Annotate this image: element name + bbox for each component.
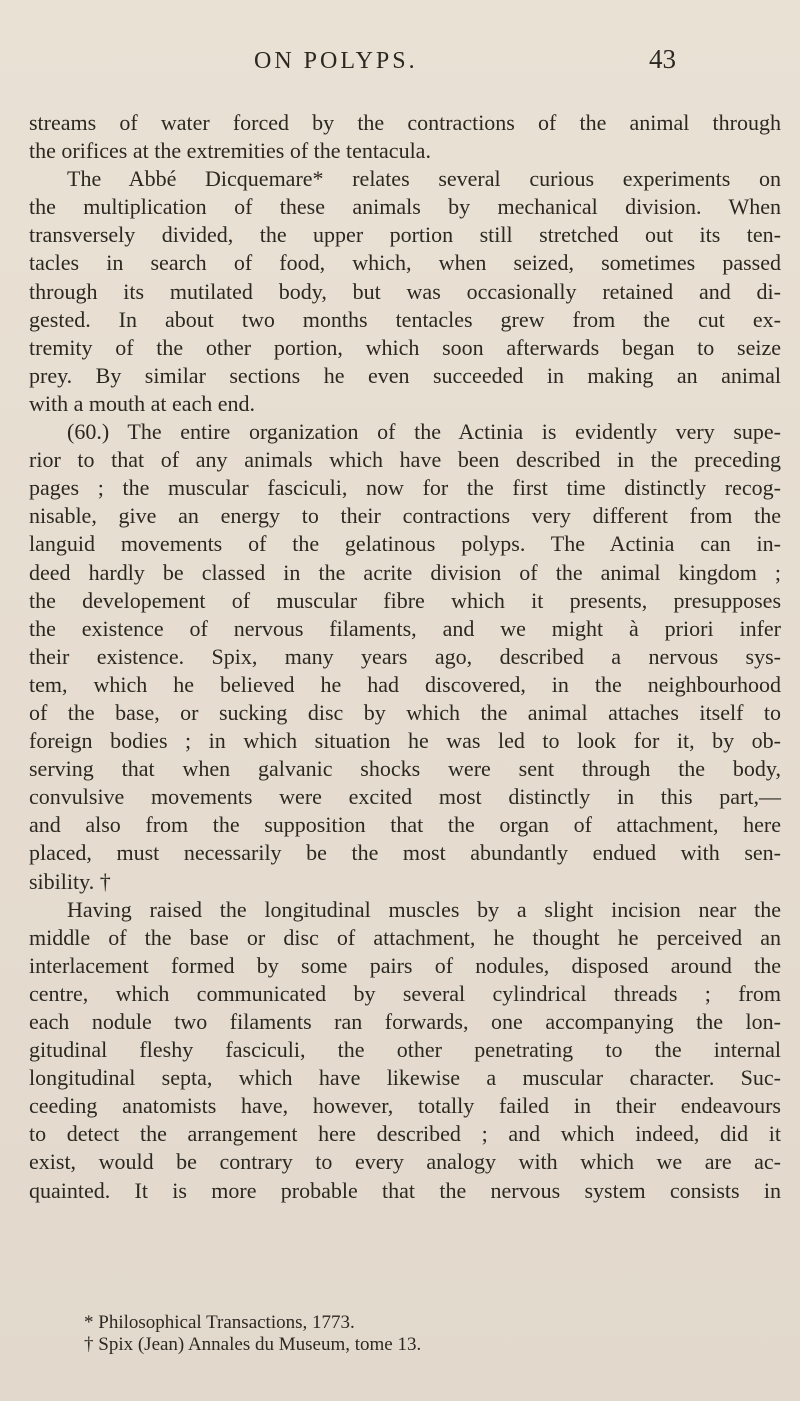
text-line: placed, must necessarily be the most abundantly endued with sen- (29, 840, 781, 866)
text-line: nisable, give an energy to their contractions very different from the (29, 503, 781, 529)
text-line: transversely divided, the upper portion still stretched out its ten- (29, 222, 781, 248)
text-line: foreign bodies ; in which situation he was led to look for it, by ob- (29, 728, 781, 754)
text-line: gitudinal fleshy fasciculi, the other penetrating to the internal (29, 1037, 781, 1063)
text-line: through its mutilated body, but was occasionally retained and di- (29, 278, 781, 304)
text-line: prey. By similar sections he even succeeded in making an animal (29, 362, 781, 388)
text-line: streams of water forced by the contractions of the animal through (29, 110, 781, 135)
text-line: gested. In about two months tentacles grew from the cut ex- (29, 306, 781, 332)
text-line: the existence of nervous filaments, and we might à priori infer (29, 615, 781, 641)
text-line: centre, which communicated by several cylindrical threads ; from (29, 980, 781, 1006)
text-line: the multiplication of these animals by mechanical division. When (29, 194, 781, 220)
text-line: pages ; the muscular fasciculi, now for the first time distinctly recog- (29, 475, 781, 501)
footnote: * Philosophical Transactions, 1773. (84, 1312, 355, 1333)
text-line: exist, would be contrary to every analogy with which we are ac- (29, 1149, 781, 1175)
text-line: deed hardly be classed in the acrite division of the animal kingdom ; (29, 559, 781, 585)
text-line: interlacement formed by some pairs of nodules, disposed around the (29, 952, 781, 978)
running-title: ON POLYPS. (254, 48, 418, 74)
text-line: rior to that of any animals which have been described in the preceding (29, 447, 781, 473)
text-line: sibility. † (29, 868, 111, 894)
text-line: tremity of the other portion, which soon afterwards began to seize (29, 334, 781, 360)
text-line: of the base, or sucking disc by which the animal attaches itself to (29, 699, 781, 725)
text-line: with a mouth at each end. (29, 390, 256, 416)
page-number: 43 (649, 44, 676, 74)
text-line: each nodule two filaments ran forwards, one accompanying the lon- (29, 1009, 781, 1034)
text-line: convulsive movements were excited most distinctly in this part,— (29, 784, 781, 810)
text-line: the orifices at the extremities of the tentacula. (29, 138, 431, 164)
text-line: tem, which he believed he had discovered, in the neighbourhood (29, 671, 781, 697)
body-text (29, 109, 781, 1205)
text-line: serving that when galvanic shocks were sent through the body, (29, 756, 781, 782)
paragraph-start-line: (60.) The entire organization of the Actinia is evidently very supe- (67, 419, 781, 445)
footnote: † Spix (Jean) Annales du Museum, tome 13. (84, 1334, 422, 1355)
text-line: to detect the arrangement here described ; and which indeed, did it (29, 1121, 781, 1147)
text-line: and also from the supposition that the organ of attachment, here (29, 812, 781, 838)
text-line: middle of the base or disc of attachment, he thought he perceived an (29, 924, 781, 950)
paragraph-start-line: Having raised the longitudinal muscles by a slight incision near the (67, 896, 781, 922)
text-line: their existence. Spix, many years ago, described a nervous sys- (29, 643, 781, 669)
text-line: tacles in search of food, which, when seized, sometimes passed (29, 250, 781, 276)
running-head (0, 44, 800, 88)
text-line: the developement of muscular fibre which it presents, presupposes (29, 587, 781, 613)
text-line: quainted. It is more probable that the nervous system consists in (29, 1177, 781, 1203)
text-line: longitudinal septa, which have likewise a muscular character. Suc- (29, 1065, 781, 1091)
text-line: ceeding anatomists have, however, totally failed in their endeavours (29, 1093, 781, 1119)
text-line: languid movements of the gelatinous polyps. The Actinia can in- (29, 531, 781, 557)
paragraph-start-line: The Abbé Dicquemare* relates several curious experiments on (67, 166, 781, 192)
footnotes (84, 1312, 744, 1356)
